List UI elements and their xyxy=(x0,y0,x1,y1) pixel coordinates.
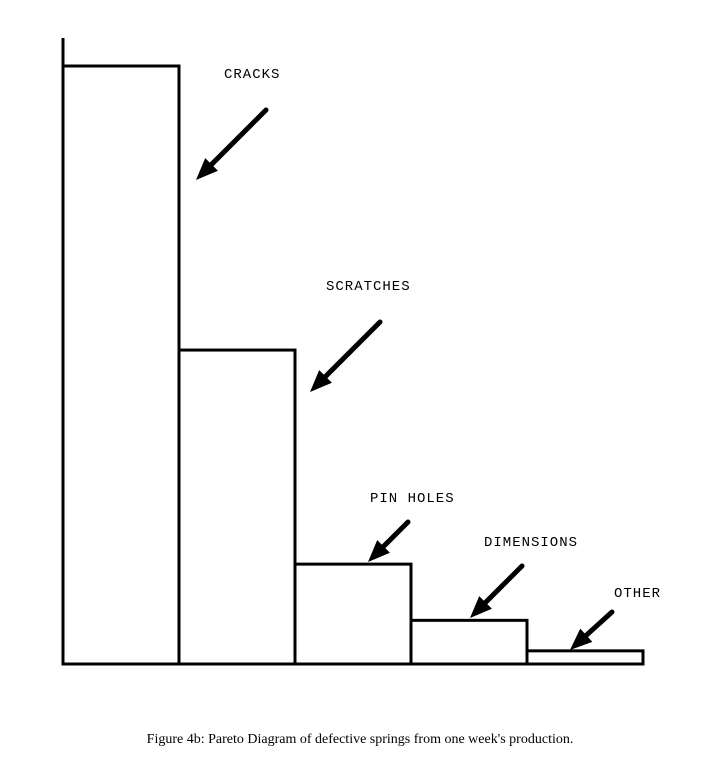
arrow-other xyxy=(570,612,612,650)
label-other: OTHER xyxy=(614,586,662,602)
arrow-dimensions xyxy=(470,566,522,618)
arrow-scratches xyxy=(310,322,380,392)
arrow-pin-holes xyxy=(368,522,408,562)
bar-other xyxy=(527,651,643,664)
label-cracks: CRACKS xyxy=(224,67,281,83)
label-pin-holes: PIN HOLES xyxy=(370,491,455,507)
bar-scratches xyxy=(179,350,295,664)
bar-cracks xyxy=(63,66,179,664)
bar-dimensions xyxy=(411,620,527,664)
figure-caption: Figure 4b: Pareto Diagram of defective springs from one week's production. xyxy=(146,732,574,747)
arrow-cracks xyxy=(196,110,266,180)
bar-pin-holes xyxy=(295,564,411,664)
label-dimensions: DIMENSIONS xyxy=(484,535,579,551)
label-scratches: SCRATCHES xyxy=(326,279,411,295)
